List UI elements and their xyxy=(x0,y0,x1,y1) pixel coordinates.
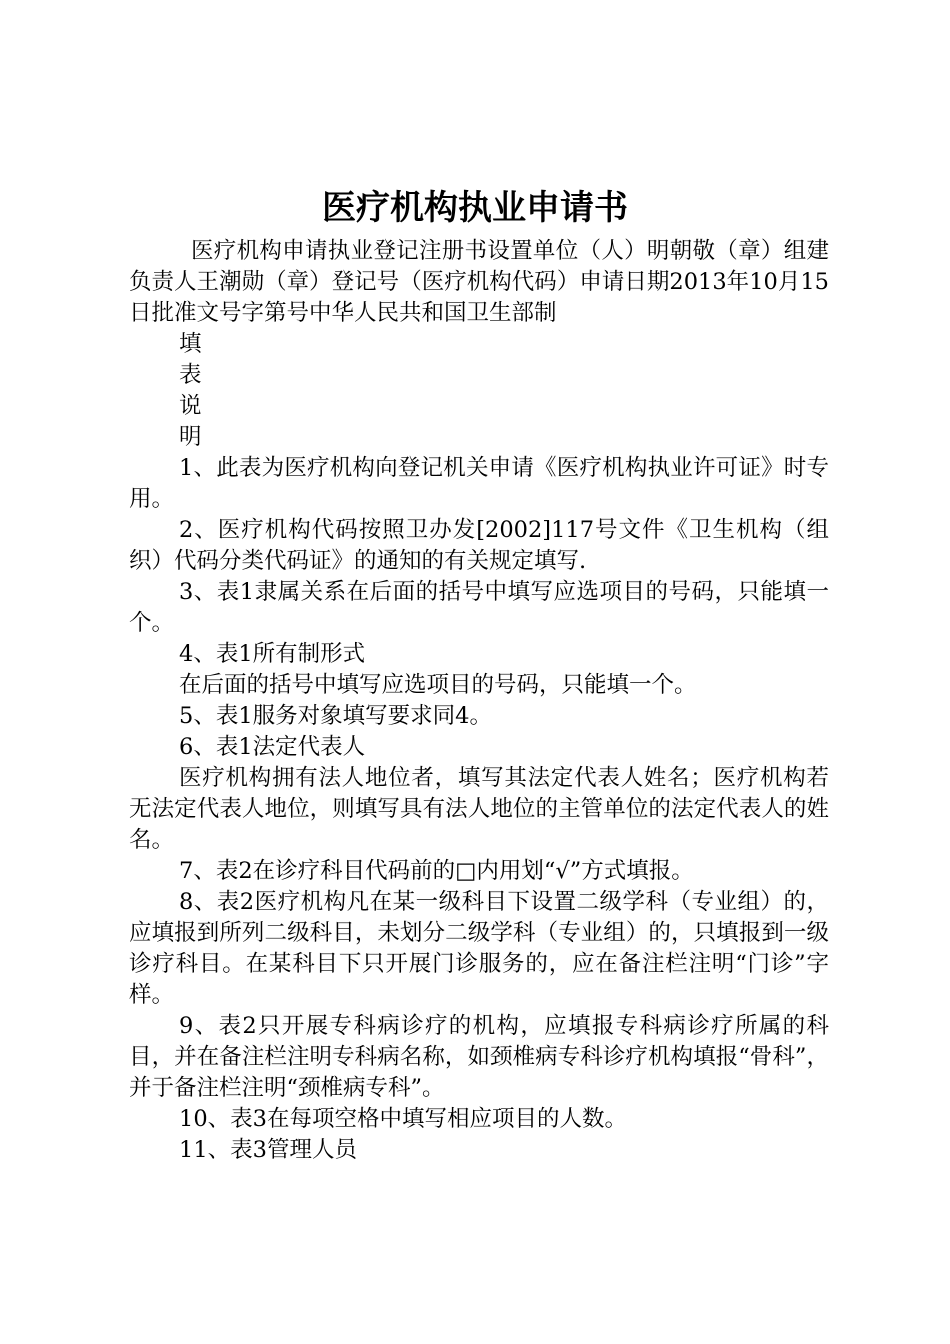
vertical-heading-char-2: 表 xyxy=(179,362,202,388)
instruction-item-4-detail: 在后面的括号中填写应选项目的号码，只能填一个。 xyxy=(179,672,697,698)
instruction-item-7: 7、表2在诊疗科目代码前的□内用划“√”方式填报。 xyxy=(179,858,694,884)
vertical-heading-char-3: 说 xyxy=(179,393,202,419)
instruction-item-1: 1、此表为医疗机构向登记机关申请《医疗机构执业许可证》时专用。 xyxy=(129,455,829,512)
vertical-heading-char-4: 明 xyxy=(179,424,202,450)
document-body xyxy=(129,236,829,1166)
instruction-item-4: 4、表1所有制形式 xyxy=(179,641,366,667)
instruction-item-10: 10、表3在每项空格中填写相应项目的人数。 xyxy=(179,1106,627,1132)
instruction-item-8: 8、表2医疗机构凡在某一级科目下设置二级学科（专业组）的，应填报到所列二级科目，未划分二级学科（专业组）的，只填报到一级诊疗科目。在某科目下只开展门诊服务的，应在备注栏注明“门诊”字样。 xyxy=(129,889,829,1008)
instruction-item-2: 2、医疗机构代码按照卫办发[2002]117号文件《卫生机构（组织）代码分类代码证》的通知的有关规定填写. xyxy=(129,517,829,574)
instruction-item-5: 5、表1服务对象填写要求同4。 xyxy=(179,703,492,729)
instruction-item-9: 9、表2只开展专科病诊疗的机构，应填报专科病诊疗所属的科目，并在备注栏注明专科病名称，如颈椎病专科诊疗机构填报“骨科”，并于备注栏注明“颈椎病专科”。 xyxy=(129,1013,829,1101)
vertical-heading-char-1: 填 xyxy=(179,331,202,357)
intro-paragraph: 医疗机构申请执业登记注册书设置单位（人）明朝敬（章）组建负责人王潮勋（章）登记号（医疗机构代码）申请日期2013年10月15日批准文号字第号中华人民共和国卫生部制 xyxy=(129,238,829,326)
document-title: 医疗机构执业申请书 xyxy=(322,188,628,228)
instruction-item-3: 3、表1隶属关系在后面的括号中填写应选项目的号码，只能填一个。 xyxy=(129,579,829,636)
instruction-item-6: 6、表1法定代表人 xyxy=(179,734,366,760)
instruction-item-11: 11、表3管理人员 xyxy=(179,1137,357,1163)
instruction-item-6-detail: 医疗机构拥有法人地位者，填写其法定代表人姓名；医疗机构若无法定代表人地位，则填写具有法人地位的主管单位的法定代表人的姓名。 xyxy=(129,765,829,853)
